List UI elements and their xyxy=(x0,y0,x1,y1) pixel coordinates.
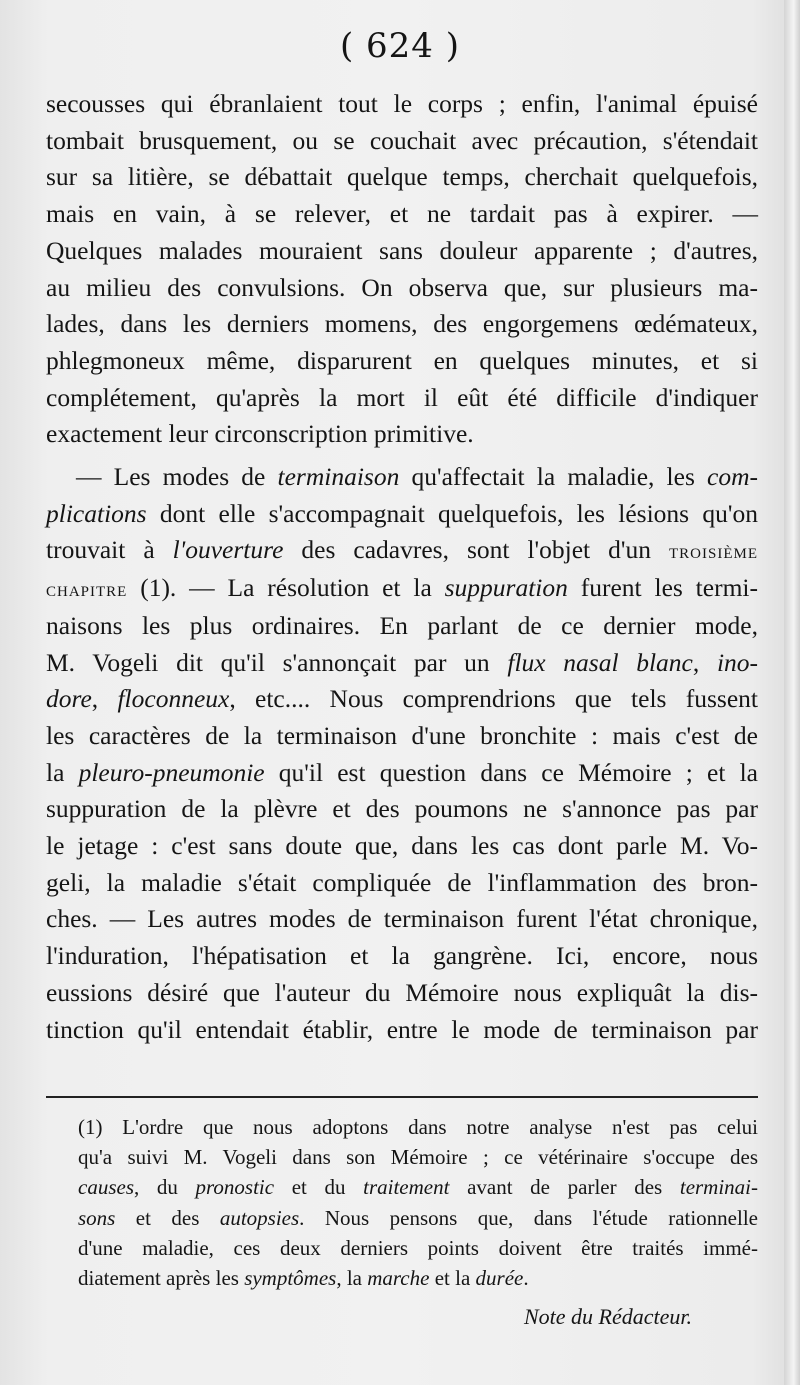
text-line: geli, la maladie s'était compliquée de l'inflammation des bron- xyxy=(46,867,758,897)
text-line: tinction qu'il entendait établir, entre le mode de terminaison par xyxy=(46,1014,758,1044)
text-line: sur sa litière, se débattait quelque temps, cherchait quelquefois, xyxy=(46,162,758,192)
text-line: tombait brusquement, ou se couchait avec précaution, s'étendait xyxy=(46,125,758,155)
text-line: eussions désiré que l'auteur du Mémoire nous expliquât la dis- xyxy=(46,977,758,1007)
footnote-line: sons et des autopsies. Nous pensons que, dans l'étude rationnelle xyxy=(78,1205,758,1230)
footnote-line: qu'a suivi M. Vogeli dans son Mémoire ; ce vétérinaire s'occupe des xyxy=(78,1145,758,1170)
text-line: lades, dans les derniers momens, des engorgemens œdémateux, xyxy=(46,309,758,339)
text-line: la pleuro-pneumonie qu'il est question dans ce Mémoire ; et la xyxy=(46,757,758,787)
footnote-line: diatement après les symptômes, la marche et la durée. xyxy=(78,1266,529,1291)
footnote-line: d'une maladie, ces deux derniers points doivent être traités immé- xyxy=(78,1235,758,1260)
footnote-line: (1) L'ordre que nous adoptons dans notre analyse n'est pas celui xyxy=(78,1115,758,1139)
editor-signature: Note du Rédacteur. xyxy=(523,1304,692,1329)
text-line: complétement, qu'après la mort il eût été difficile d'indiquer xyxy=(46,382,758,412)
text-line: exactement leur circonscription primitive. xyxy=(46,419,474,449)
text-line: suppuration de la plèvre et des poumons ne s'annonce pas par xyxy=(46,794,758,824)
text-line: chapitre (1). — La résolution et la suppuration furent les termi- xyxy=(46,573,758,603)
footnote-divider xyxy=(46,1096,758,1098)
text-line: le jetage : c'est sans doute que, dans les cas dont parle M. Vo- xyxy=(46,831,758,861)
text-line: phlegmoneux même, disparurent en quelques minutes, et si xyxy=(46,345,758,375)
text-line: naisons les plus ordinaires. En parlant de ce dernier mode, xyxy=(46,610,758,640)
text-line: — Les modes de terminaison qu'affectait la maladie, les com- xyxy=(76,462,758,492)
text-line: trouvait à l'ouverture des cadavres, sont l'objet d'un troisième xyxy=(46,535,758,565)
text-line: l'induration, l'hépatisation et la gangrène. Ici, encore, nous xyxy=(46,941,758,971)
footnote xyxy=(46,1112,758,1293)
text-line: dore, floconneux, etc.... Nous comprendrions que tels fussent xyxy=(46,684,758,714)
text-line: mais en vain, à se relever, et ne tardait pas à expirer. — xyxy=(46,199,758,229)
body-text xyxy=(46,86,758,1048)
page-number: ( 624 ) xyxy=(339,26,461,66)
text-line: ches. — Les autres modes de terminaison furent l'état chronique, xyxy=(46,904,758,934)
text-line: secousses qui ébranlaient tout le corps ; enfin, l'animal épuisé xyxy=(46,89,758,118)
footnote-line: causes, du pronostic et du traitement avant de parler des terminai- xyxy=(78,1175,759,1200)
page-edge xyxy=(784,0,800,1385)
text-line: plications dont elle s'accompagnait quelquefois, les lésions qu'on xyxy=(46,498,758,528)
text-line: les caractères de la terminaison d'une bronchite : mais c'est de xyxy=(46,720,758,750)
text-line: Quelques malades mouraient sans douleur apparente ; d'autres, xyxy=(46,235,758,265)
text-line: au milieu des convulsions. On observa que, sur plusieurs ma- xyxy=(46,272,758,302)
text-line: M. Vogeli dit qu'il s'annonçait par un flux nasal blanc, ino- xyxy=(46,647,759,677)
